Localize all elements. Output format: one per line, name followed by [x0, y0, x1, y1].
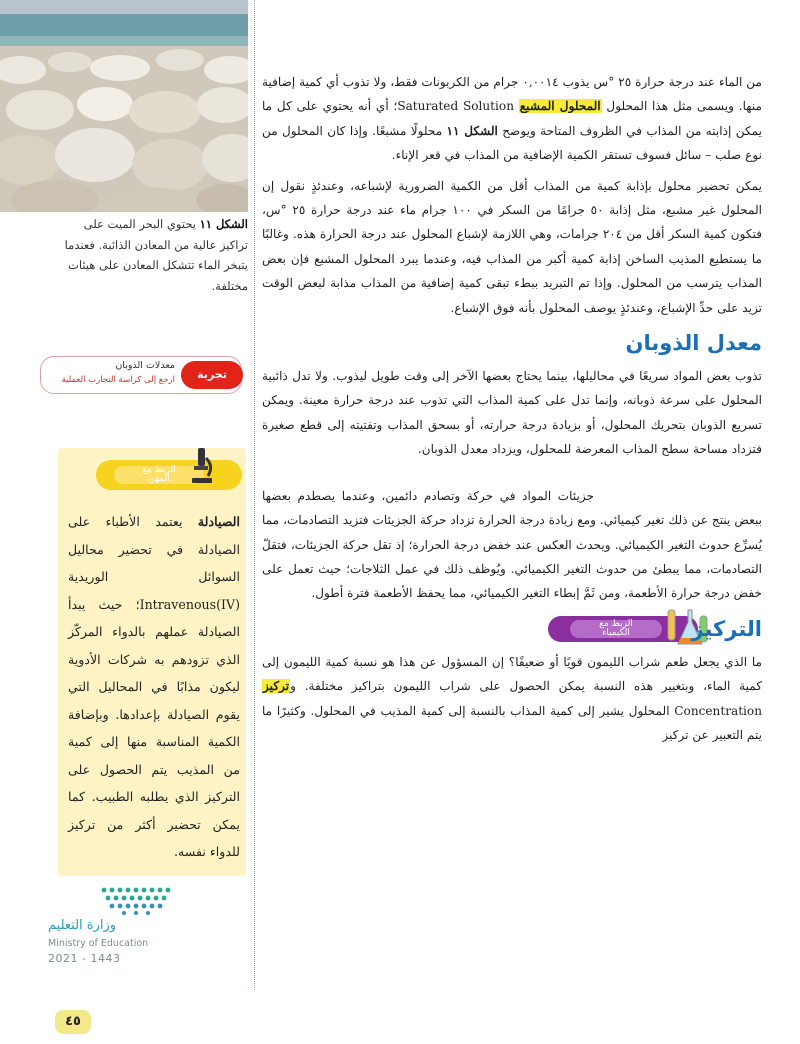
figure-caption-text: يحتوي البحر الميت على تراكيز عالية من المعادن الذائبة. فعندما يتبخر الماء تتشكل المعادن على هيئات مختلفة.: [64, 217, 248, 293]
dead-sea-photo: [0, 0, 248, 212]
chem-banner-top: الربط مع: [599, 619, 633, 629]
ministry-name: وزارة التعليم: [48, 918, 117, 933]
page-number: ٤٥: [55, 1010, 91, 1034]
lab-title: معدلات الذوبان: [115, 360, 175, 371]
p5-text-a: ما الذي يجعل طعم شراب الليمون قويًا أو ضعيفًا؟ إن المسؤول عن هذا هو نسبة كمية الليمون إلى كمية الماء، وبتغيير هذه النسبة يمكن الحصول على شراب الليمون بتراكيز مختلفة. و: [262, 654, 762, 694]
chem-banner-bottom: الكيمياء: [602, 628, 630, 638]
paragraph-saturated: [262, 70, 762, 168]
heading-concentration: التركيز: [691, 616, 762, 641]
lab-reference[interactable]: [40, 356, 242, 409]
banner-spacer: [594, 490, 762, 500]
p5-text-b: Concentration المحلول يشير إلى كمية المذاب بالنسبة إلى كمية المذيب في المحلول. وكثيرًا ما يتم التعبير عن تركيز: [262, 703, 762, 742]
ministry-logo: [42, 880, 192, 980]
ministry-name-en: Ministry of Education: [48, 938, 149, 949]
career-text: [68, 508, 240, 866]
career-body: يعتمد الأطباء على الصيادلة في تحضير محاليل السوائل الوريدية Intravenous(IV)؛ حيث يبدأ الصيادلة عملهم بالدواء المركّز الذي تزودهم به شركات الأدوية ليكون مذابًا في المحاليل التي يقوم الصيادلة بإعدادها. وبإضافة الكمية المناسبة منها إلى كمية من المذيب يتم الحصول على التركيز الذي يطلبه الطبيب. كما يمكن تحضير أكثر من تركيز للدواء نفسه.: [68, 514, 240, 859]
p1-text-c: محلولًا مشبعًا. وإذا كان المحلول من نوع صلب – سائل فسوف تستقر الكمية الإضافية من المذاب في قعر الإناء.: [262, 123, 762, 163]
career-banner: [96, 460, 242, 490]
p4-text: جزيئات المواد في حركة وتصادم دائمين، وعندما يصطدم بعضها ببعض ينتج عن ذلك تغير كيميائي. ومع زيادة درجة الحرارة تزداد حركة الجزيئات فتزيد التصادمات، مما يُسرِّع حدوث التغير الكيميائي. ويحدث العكس عند خفض درجة الحرارة؛ إذ تقل حركة الجزيئات، فتقلّ التصادمات، مما يبطئ من حدوث التغير الكيميائي. ويُوظف ذلك في عمل الثلاجات؛ حيث تعمل على خفض درجة حرارة الأطعمة، ومن ثَمَّ إبطاء التغير الكيميائي، مما يحفظ الأطعمة فترة أطول.: [262, 488, 762, 601]
career-banner-bottom: المهن: [148, 474, 170, 484]
lab-ref-text: ارجع إلى كراسة التجارب العملية: [61, 375, 175, 385]
ministry-year: 2021 - 1443: [48, 952, 121, 965]
paragraph-concentration: [262, 650, 762, 748]
figure-caption: [52, 214, 248, 296]
p1-text-a: من الماء عند درجة حرارة ٢٥ °س يذوب ٠,٠٠١٤ جرام من الكربونات فقط، ولا تذوب أي كمية إضافية منها. ويسمى مثل هذا المحلول: [262, 75, 762, 114]
figure-label: الشكل ١١: [199, 217, 248, 231]
column-divider: [254, 0, 256, 990]
p1-text-b: Saturated Solution؛ أي أنه يحتوي على كل ما يمكن إذابته من المذاب في الظروف المتاحة ويوضح: [262, 99, 762, 138]
paragraph-chemistry: [262, 484, 762, 606]
career-banner-top: الربط مع: [142, 465, 176, 475]
term-saturated-solution: المحلول المشبع: [519, 99, 601, 114]
main-text-column: [262, 70, 762, 753]
microscope-icon: [188, 446, 216, 486]
figure-reference: الشكل ١١: [446, 123, 498, 138]
paragraph-dissolution-rate: تذوب بعض المواد سريعًا في محاليلها، بينما يحتاج بعضها الآخر إلى وقت طويل ليذوب. ولا تدل ذائبية المحلول على سرعة ذوبانه، وإنما تدل على كمية المذاب التي تذوب عند درجة حرارة معينة. ويمكن تسريع الذوبان بتحريك المحلول، أو بزيادة درجة حرارته، أو بسحق المذاب وتفتيته إلى قطع صغيرة فتزداد مساحة سطح المذاب المعرضة للمحلول، ويزداد معدل الذوبان.: [262, 369, 762, 457]
career-lead: الصيادلة: [197, 514, 240, 529]
lab-badge: تجربة عملية: [181, 361, 243, 389]
term-concentration: تركيز: [263, 679, 290, 694]
career-connection-box: [58, 448, 246, 876]
paragraph-unsaturated: يمكن تحضير محلول بإذابة كمية من المذاب أقل من الكمية الضرورية لإشباعه، وعندئذٍ نقول إن المحلول غير مشبع، مثل إذابة ٥٠ جرامًا من السكر في ١٠٠ جرام ماء عند درجة حرارة ٢٥ °س، فتكون كمية السكر أقل من ٢٠٤ جرامات، وهي اللازمة لإشباع المحلول عند درجة الحرارة هذه. وغالبًا ما يستطيع المذيب الساخن إذابة كمية أكبر من المذاب فيه، وعندما يبرد المحلول المشبع فإن بعض المذاب يترسب من المحلول. وإذا تم التبريد ببطء تبقى كمية إضافية من المذاب مذابة لبعض الوقت تزيد على حدِّ الإشباع، وعندئذٍ يوصف المحلول بأنه فوق الإشباع.: [262, 178, 763, 315]
ministry-emblem-icon: [94, 880, 178, 916]
heading-dissolution-rate: معدل الذوبان: [625, 331, 762, 356]
